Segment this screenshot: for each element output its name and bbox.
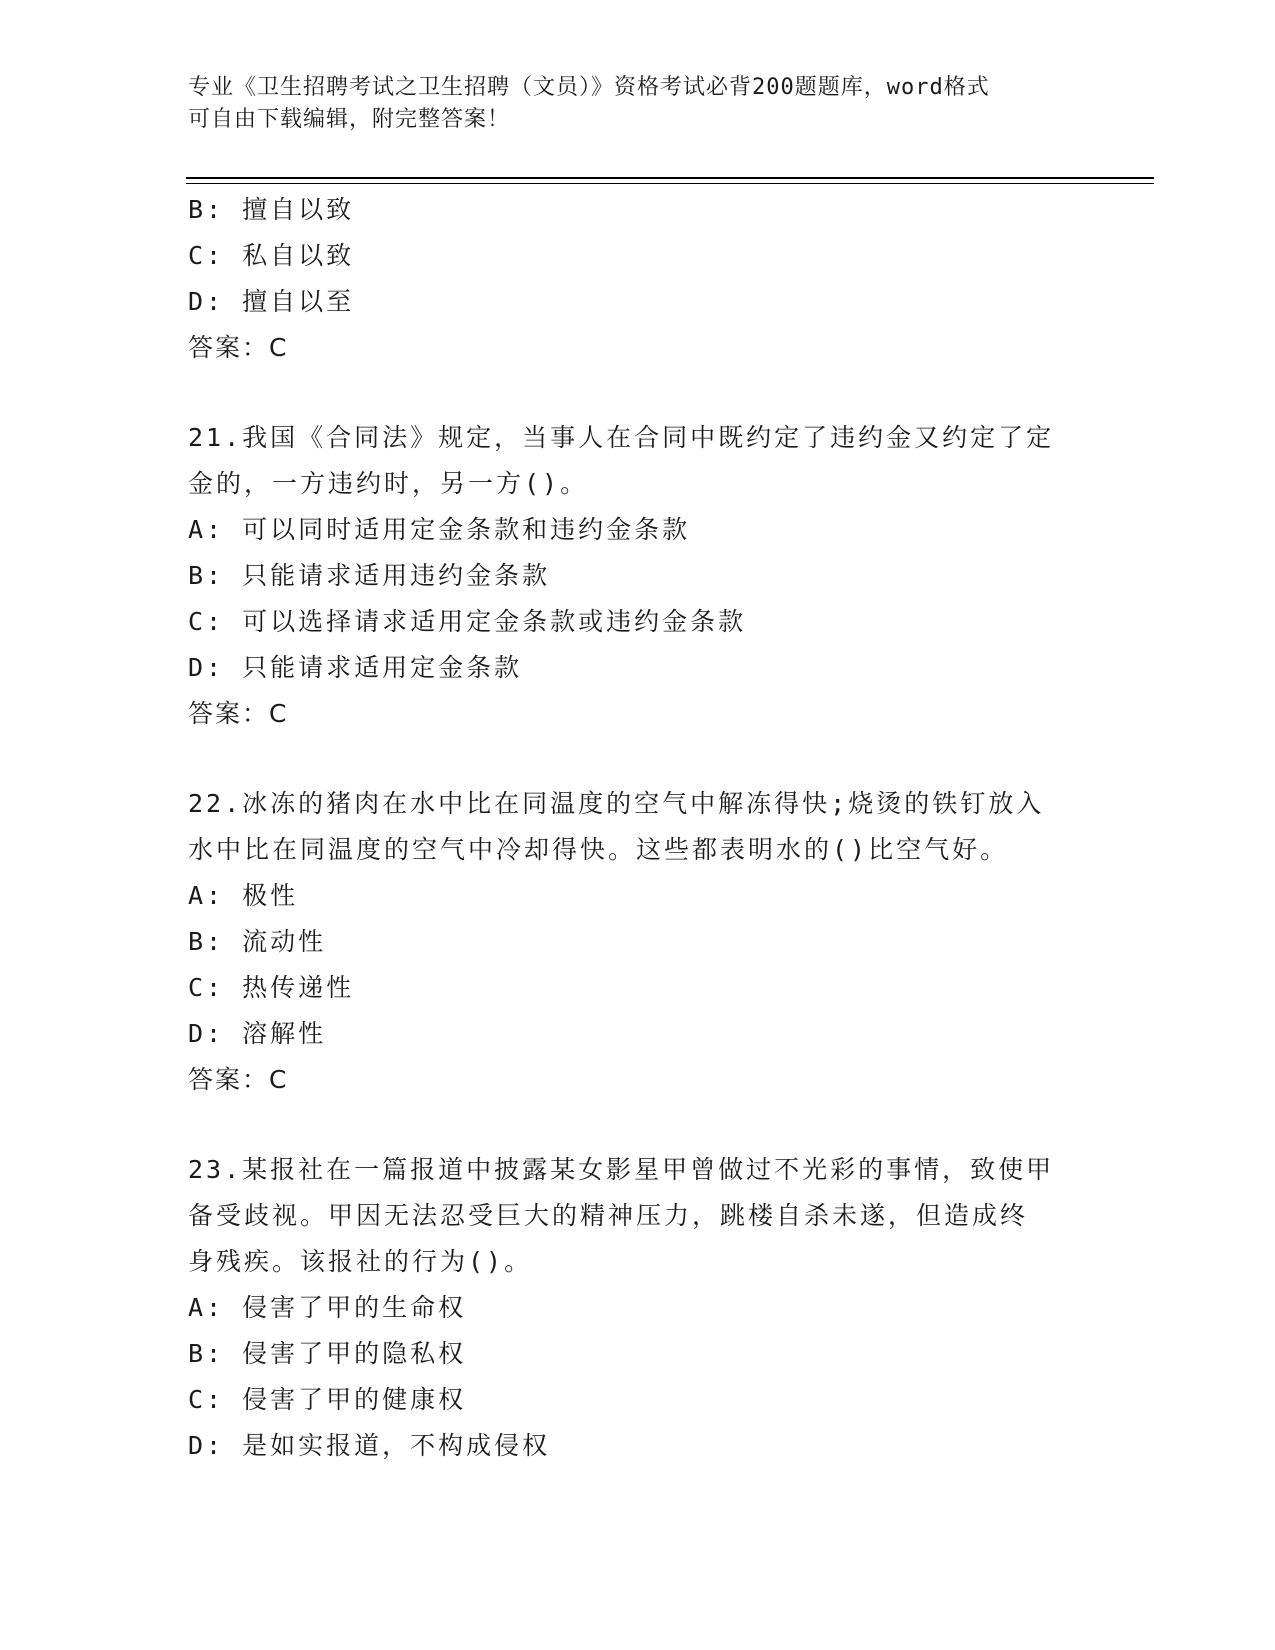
option-b: B: 只能请求适用违约金条款: [188, 561, 551, 590]
question-stem-line: 22.冰冻的猪肉在水中比在同温度的空气中解冻得快;烧烫的铁钉放入: [188, 789, 1045, 818]
header-line-1: 专业《卫生招聘考试之卫生招聘（文员）》资格考试必背200题题库，word格式: [188, 75, 990, 100]
question-list: [188, 187, 1088, 1469]
option-c: C: 可以选择请求适用定金条款或违约金条款: [188, 607, 747, 636]
question-stem-line: 水中比在同温度的空气中冷却得快。这些都表明水的()比空气好。: [188, 835, 1009, 864]
header-rule-thin: [186, 183, 1154, 184]
option-b: B: 擅自以致: [188, 195, 355, 224]
option-c: C: 热传递性: [188, 973, 355, 1002]
question-gap: [188, 1103, 1088, 1147]
answer-line: 答案：C: [188, 1065, 289, 1094]
option-b: B: 流动性: [188, 927, 327, 956]
question-stem-line: 23.某报社在一篇报道中披露某女影星甲曾做过不光彩的事情，致使甲: [188, 1155, 1055, 1184]
question-21: [188, 415, 1088, 737]
header-rule-thick: [186, 177, 1154, 179]
question-stem-line: 金的，一方违约时，另一方()。: [188, 469, 589, 498]
header-line-2: 可自由下载编辑，附完整答案！: [188, 107, 511, 132]
question-gap: [188, 371, 1088, 415]
question-23: [188, 1147, 1088, 1469]
question-22: [188, 781, 1088, 1103]
document-header: [188, 72, 1088, 136]
answer-line: 答案：C: [188, 333, 289, 362]
option-c: C: 侵害了甲的健康权: [188, 1385, 467, 1414]
option-d: D: 是如实报道，不构成侵权: [188, 1431, 551, 1460]
option-d: D: 只能请求适用定金条款: [188, 653, 523, 682]
option-a: A: 极性: [188, 881, 299, 910]
question-20-tail: [188, 187, 1088, 371]
answer-line: 答案：C: [188, 699, 289, 728]
option-d: D: 擅自以至: [188, 287, 355, 316]
option-c: C: 私自以致: [188, 241, 355, 270]
option-d: D: 溶解性: [188, 1019, 327, 1048]
question-stem-line: 身残疾。该报社的行为()。: [188, 1247, 533, 1276]
option-a: A: 侵害了甲的生命权: [188, 1293, 467, 1322]
question-stem-line: 21.我国《合同法》规定，当事人在合同中既约定了违约金又约定了定: [188, 423, 1055, 452]
option-a: A: 可以同时适用定金条款和违约金条款: [188, 515, 691, 544]
question-stem-line: 备受歧视。甲因无法忍受巨大的精神压力，跳楼自杀未遂，但造成终: [188, 1201, 1029, 1230]
option-b: B: 侵害了甲的隐私权: [188, 1339, 467, 1368]
question-gap: [188, 737, 1088, 781]
